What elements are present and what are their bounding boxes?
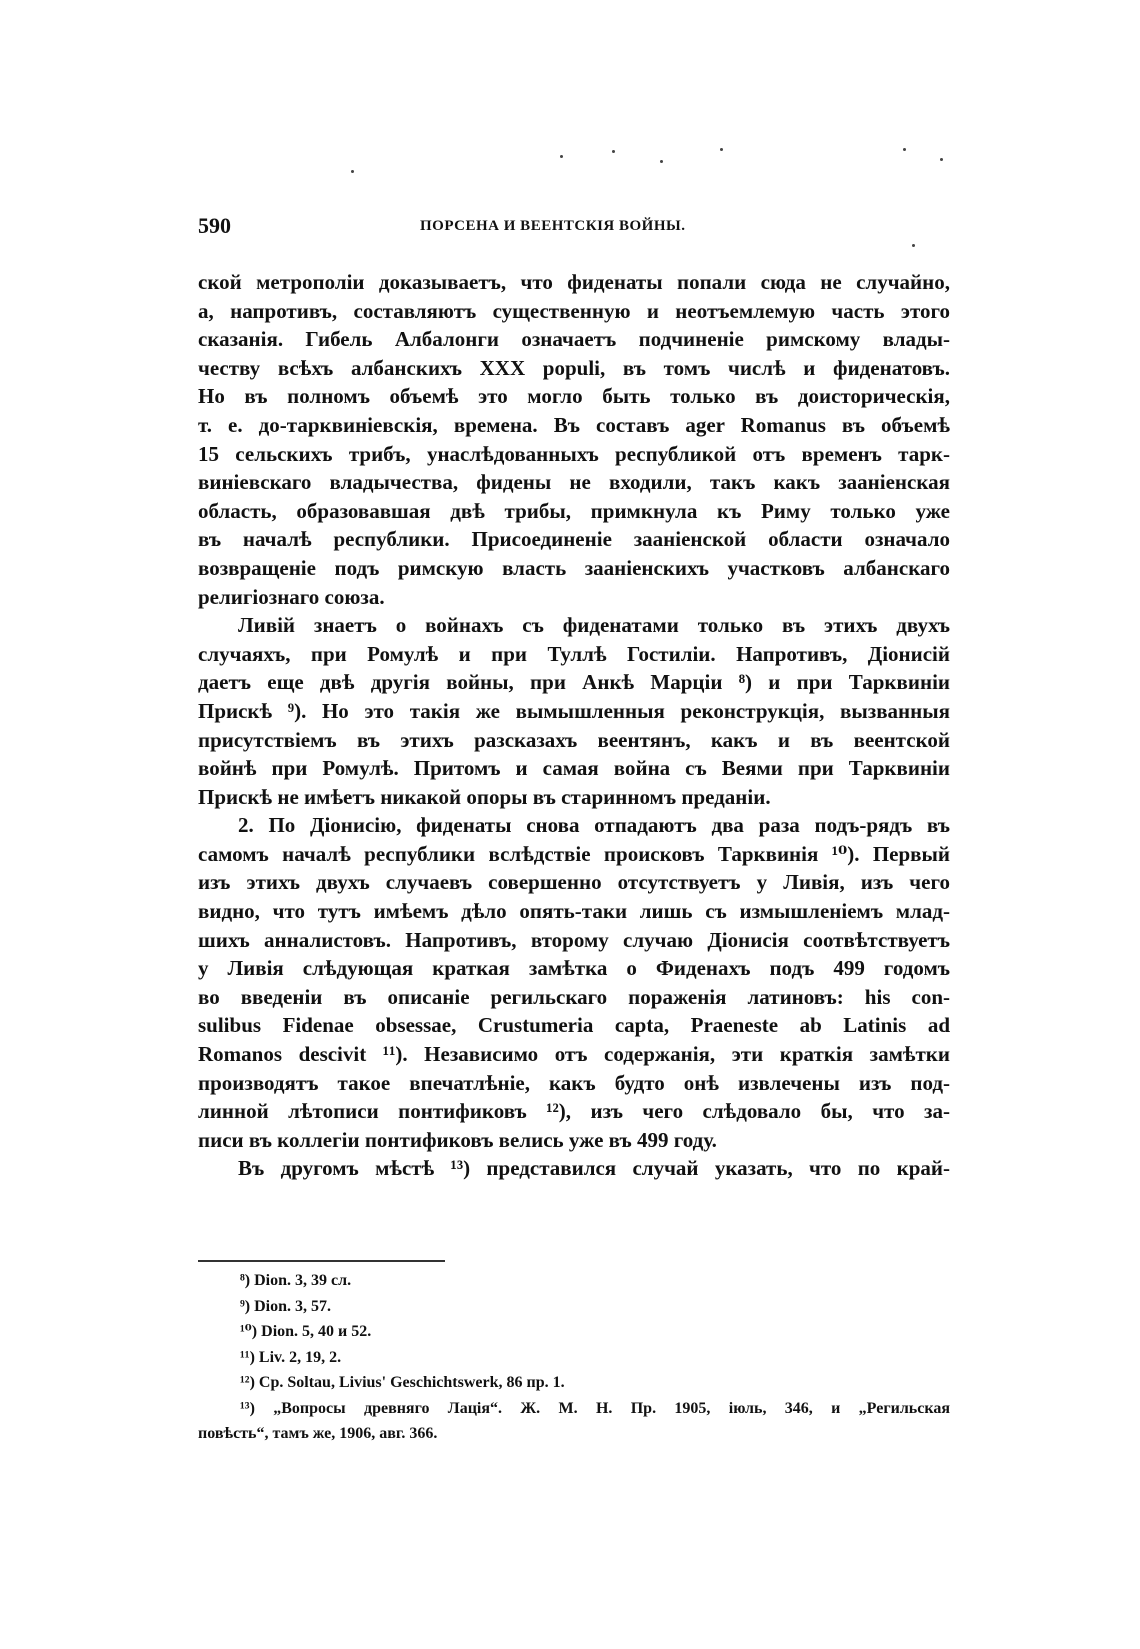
text-line: а, напротивъ, составляютъ существенную и неотъемлемую часть этого (198, 298, 950, 323)
footnote: ¹³) „Вопросы древняго Лація“. Ж. М. Н. Пр. 1905, іюль, 346, и „Регильская (240, 1399, 950, 1417)
text-line: честву всѣхъ албанскихъ XXX populi, въ томъ числѣ и фиденатовъ. (198, 355, 950, 380)
scan-speck (903, 148, 906, 151)
text-line: присутствіемъ въ этихъ разсказахъ веентянъ, какъ и въ веентской (198, 727, 950, 752)
text-line: производятъ такое впечатлѣніе, какъ будто онѣ извлечены изъ под- (198, 1070, 950, 1095)
scan-speck (351, 170, 354, 173)
text-line: во введеніи въ описаніе регильскаго пораженія латиновъ: his con- (198, 984, 950, 1009)
text-line: даетъ еще двѣ другія войны, при Анкѣ Марціи ⁸) и при Тарквиніи (198, 670, 950, 695)
footnote-divider (198, 1260, 445, 1262)
footnote: ⁸) Dion. 3, 39 сл. (240, 1272, 352, 1289)
text-line: Въ другомъ мѣстѣ ¹³) представился случай указать, что по край- (238, 1156, 950, 1181)
text-line: Прискѣ ⁹). Но это такія же вымышленныя реконструкція, вызванныя (198, 698, 950, 723)
scan-speck (612, 150, 615, 153)
text-line: возвращеніе подъ римскую власть зааніенскихъ участковъ албанскаго (198, 555, 950, 580)
page-number: 590 (198, 213, 231, 238)
footnote: ¹¹) Liv. 2, 19, 2. (240, 1348, 342, 1366)
text-line: писи въ коллегіи понтификовъ велись уже въ 499 году. (198, 1127, 717, 1152)
text-line: линной лѣтописи понтификовъ ¹²), изъ чего слѣдовало бы, что за- (198, 1099, 950, 1124)
scan-speck (560, 155, 563, 158)
text-line: случаяхъ, при Ромулѣ и при Туллѣ Гостиліи. Напротивъ, Діонисій (198, 641, 950, 666)
text-line: войнѣ при Ромулѣ. Притомъ и самая война съ Веями при Тарквиніи (198, 756, 950, 781)
text-line: Но въ полномъ объемѣ это могло быть только въ доисторическія, (198, 384, 950, 409)
text-line: у Ливія слѣдующая краткая замѣтка о Фиденахъ подъ 499 годомъ (198, 956, 950, 981)
page-header (198, 213, 950, 247)
footnote: ⁹) Dion. 3, 57. (240, 1297, 332, 1315)
text-line: ской метрополіи доказываетъ, что фиденаты попали сюда не случайно, (198, 270, 950, 294)
footnote: ¹²) Ср. Soltau, Livius' Geschichtswerk, 86 пр. 1. (240, 1374, 565, 1391)
text-line: Romanos descivit ¹¹). Независимо отъ содержанія, эти краткія замѣтки (198, 1042, 950, 1067)
scan-speck (940, 158, 943, 161)
text-line: sulibus Fidenae obsessae, Crustumeria capta, Praeneste ab Latinis ad (198, 1013, 950, 1038)
text-line: видно, что тутъ имѣемъ дѣло опять-таки лишь съ измышленіемъ млад- (198, 899, 950, 924)
footnote-continuation: повѣсть“, тамъ же, 1906, авг. 366. (198, 1425, 438, 1442)
text-line: Прискѣ не имѣетъ никакой опоры въ старинномъ преданіи. (198, 784, 771, 809)
footnote: ¹⁰) Dion. 5, 40 и 52. (240, 1323, 372, 1340)
text-line: 15 сельскихъ трибъ, унаслѣдованныхъ республикой отъ временъ тарк- (198, 441, 950, 466)
text-line: 2. По Діонисію, фиденаты снова отпадаютъ два раза подъ-рядъ въ (238, 813, 950, 838)
running-head: ПОРСЕНА И ВЕЕНТСКІЯ ВОЙНЫ. (420, 218, 686, 234)
text-line: область, образовавшая двѣ трибы, примкнула къ Риму только уже (198, 498, 950, 523)
text-line: въ началѣ республики. Присоединеніе зааніенской области означало (198, 527, 950, 552)
text-line: изъ этихъ двухъ случаевъ совершенно отсутствуетъ у Ливія, изъ чего (198, 870, 950, 895)
scan-speck (660, 160, 663, 163)
text-line: виніевскаго владычества, фидены не входили, такъ какъ зааніенская (198, 470, 950, 495)
text-line: самомъ началѣ республики вслѣдствіе происковъ Тарквинія ¹⁰). Первый (198, 841, 950, 866)
footnotes (198, 1268, 950, 1447)
text-line: т. е. до-тарквиніевскія, времена. Въ составъ ager Romanus въ объемѣ (198, 412, 950, 437)
text-line: шихъ анналистовъ. Напротивъ, второму случаю Діонисія соотвѣтствуетъ (198, 927, 950, 952)
text-line: религіознаго союза. (198, 584, 385, 609)
text-line: сказанія. Гибель Албалонги означаетъ подчиненіе римскому влады- (198, 327, 950, 352)
scan-speck (720, 148, 723, 151)
body-text (198, 268, 950, 1183)
text-line: Ливій знаетъ о войнахъ съ фиденатами только въ этихъ двухъ (238, 613, 950, 638)
